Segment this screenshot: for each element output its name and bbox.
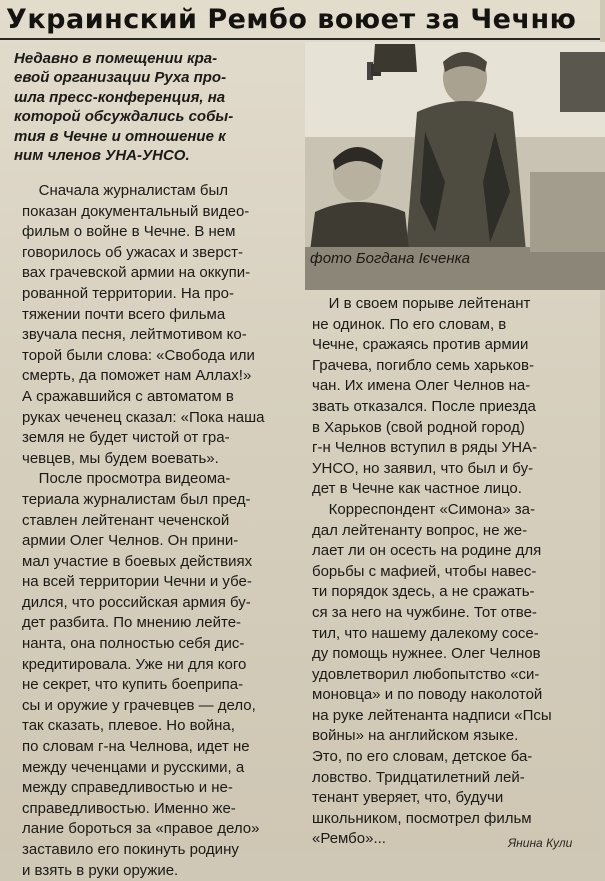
body-line: Чечне, сражаясь против армии <box>312 336 529 354</box>
article-column-right <box>312 294 600 850</box>
body-line: на всей территории Чечни и убе- <box>22 573 252 591</box>
photo-caption: фото Богдана Ієченка <box>310 250 470 267</box>
body-line: тенант уверяет, что, будучи <box>312 789 504 807</box>
lead-line: которой обсуждались собы- <box>14 108 234 126</box>
body-line: говорилось об ужасах и зверст- <box>22 243 244 261</box>
lead-line: тия в Чечне и отношение к <box>14 127 226 145</box>
body-line: ставлен лейтенант чеченской <box>22 511 230 529</box>
author-signature: Янина Кули <box>508 836 573 850</box>
body-line: земля не будет чистой от гра- <box>22 429 230 447</box>
body-line: кредитировала. Уже ни для кого <box>22 655 247 673</box>
lead-line: шла пресс-конференция, на <box>14 88 226 106</box>
body-line: звать отказался. После приезда <box>312 397 536 415</box>
body-line: торой были слова: «Свобода или <box>22 346 255 364</box>
body-line: руках чеченец сказал: «Пока наша <box>22 408 265 426</box>
body-line: Корреспондент «Симона» за- <box>312 500 536 518</box>
body-line: и взять в руки оружие. <box>22 861 179 879</box>
body-line: дет в Чечне как частное лицо. <box>312 480 522 498</box>
lead-line: Недавно в помещении кра- <box>14 50 218 67</box>
body-line: армии Олег Челнов. Он прини- <box>22 532 239 550</box>
body-line: не одинок. По его словам, в <box>312 315 507 333</box>
body-line: мал участие в боевых действиях <box>22 552 253 570</box>
lead-line: ним членов УНА-УНСО. <box>14 147 190 165</box>
body-line: вах грачевской армии на оккупи- <box>22 264 251 282</box>
body-line: чан. Их имена Олег Челнов на- <box>312 377 531 395</box>
body-line: смерть, да поможет нам Аллах!» <box>22 367 252 385</box>
body-line: школьником, посмотрел фильм <box>312 809 532 827</box>
body-line: И в своем порыве лейтенант <box>312 295 531 312</box>
body-line: показан документальный видео- <box>22 202 250 220</box>
body-line: войны» на английском языке. <box>312 727 519 745</box>
body-line: лает ли он осесть на родине для <box>312 542 542 560</box>
body-line: фильм о войне в Чечне. В нем <box>22 223 236 241</box>
body-line: териала журналистам был пред- <box>22 490 251 508</box>
body-line: между чеченцами и русскими, а <box>22 758 245 776</box>
body-line: тяжении почти всего фильма <box>22 305 226 323</box>
body-line: моновца» и по поводу наколотой <box>312 686 543 704</box>
body-line: нанта, она полностью себя дис- <box>22 635 245 653</box>
body-line: тил, что нашему далекому сосе- <box>312 624 539 642</box>
body-line: чевцев, мы будем воевать». <box>22 449 219 467</box>
body-line: борьбы с мафией, чтобы навес- <box>312 562 537 580</box>
body-line: по словам г-на Челнова, идет не <box>22 738 250 756</box>
article-headline: Украинский Рембо воюет за Чечню <box>6 4 577 35</box>
body-line: После просмотра видеома- <box>22 470 231 488</box>
body-line: ловство. Тридцатилетний лей- <box>312 768 525 786</box>
body-line: не секрет, что купить боеприпа- <box>22 676 244 694</box>
body-line: так сказать, плевое. Но война, <box>22 717 235 735</box>
body-line: дал лейтенанту вопрос, не же- <box>312 521 528 539</box>
body-line: ду помощь нужнее. Олег Челнов <box>312 645 541 663</box>
body-line: удовлетворил любопытство «си- <box>312 665 540 683</box>
body-line: УНСО, но заявил, что был и бу- <box>312 459 534 477</box>
body-line: «Рембо»... <box>312 830 386 848</box>
body-line: Это, по его словам, детское ба- <box>312 748 533 766</box>
body-line: Грачева, погибло семь харьков- <box>312 356 534 374</box>
body-line: между справедливостью и не- <box>22 779 233 797</box>
body-line: А сражавшийся с автоматом в <box>22 387 234 405</box>
lead-line: евой организации Руха про- <box>14 69 227 87</box>
body-line: г-н Челнов вступил в ряды УНА- <box>312 439 538 457</box>
body-line: дился, что российская армия бу- <box>22 593 251 611</box>
body-line: дет разбита. По мнению лейте- <box>22 614 242 632</box>
body-line: звучала песня, лейтмотивом ко- <box>22 326 247 344</box>
headline-rule <box>0 38 600 40</box>
body-line: Сначала журналистам был <box>22 182 229 199</box>
article-column-left <box>22 181 298 881</box>
body-line: сы и оружие у грачевцев — дело, <box>22 696 256 714</box>
body-line: на руке лейтенанта надписи «Псы <box>312 706 552 724</box>
body-line: рованной территории. На про- <box>22 284 235 302</box>
body-line: в Харьков (свой родной город) <box>312 418 525 436</box>
body-line: заставило его покинуть родину <box>22 841 239 858</box>
body-line: лание бороться за «правое дело» <box>22 820 260 838</box>
body-line: ти порядок здесь, а не сражать- <box>312 583 535 601</box>
body-line: справедливостью. Именно же- <box>22 799 236 817</box>
body-line: ся за него на чужбине. Тот отве- <box>312 603 537 621</box>
article-lead <box>14 49 302 165</box>
